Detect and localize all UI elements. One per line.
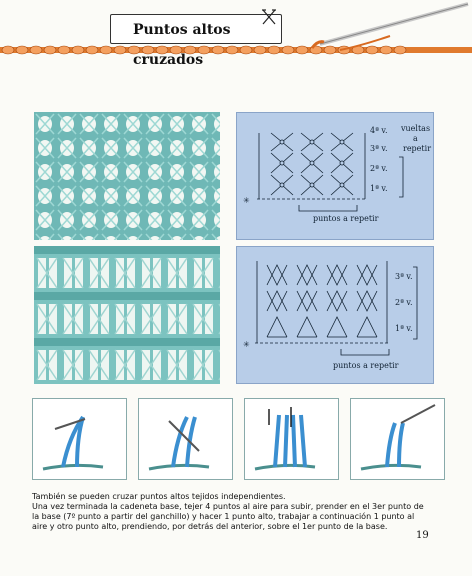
page-title: [110, 14, 282, 68]
crossed-stitch-icon: [259, 6, 279, 26]
swatch-photo-bottom-image: [34, 246, 220, 384]
stitch-diagram-bottom-chart: [237, 247, 433, 383]
swatch-photo-top: [34, 112, 220, 240]
diagram2-row-3: 3ª v.: [395, 272, 413, 281]
page-header: [0, 0, 472, 68]
diagram2-bottom-label: puntos a repetir: [333, 361, 399, 370]
instructions-para-1: También se pueden cruzar puntos altos tejidos independientes.: [32, 492, 286, 501]
diagram1-side-label-2: a: [413, 134, 418, 143]
swatch-photo-top-image: [34, 112, 220, 240]
step-2-drawing: [139, 399, 232, 479]
step-illustrations: [32, 398, 444, 478]
stitch-diagram-top: [236, 112, 434, 240]
diagram1-start-marker: ✳: [243, 196, 250, 205]
diagram2-row-2: 2ª v.: [395, 298, 413, 307]
diagram1-row-3: 3ª v.: [370, 144, 388, 153]
diagram1-row-1: 1ª v.: [370, 184, 388, 193]
diagram1-bottom-label: puntos a repetir: [313, 214, 379, 223]
step-3-drawing: [245, 399, 338, 479]
page-title-text: Puntos altos cruzados: [133, 22, 231, 68]
diagram2-row-1: 1ª v.: [395, 324, 413, 333]
diagram1-side-label-1: vueltas: [401, 124, 431, 133]
instructions-para-2: Una vez terminada la cadeneta base, tejer 4 puntos al aire para subir, prender en el 3er punto de la base (7º punto a partir del ganchillo) y hacer 1 punto alto, trabajar a continuación 1 punto al aire y otro punto alto, prendiendo, por detrás del anterior, sobre el 1er punto de la base.: [32, 502, 424, 531]
stitch-diagram-top-chart: [237, 113, 433, 239]
page-number: 19: [416, 530, 429, 541]
diagram1-side-label-3: repetir: [403, 144, 432, 153]
crochet-hook-illustration: [300, 0, 472, 60]
step-4-drawing: [351, 399, 444, 479]
step-illustration-3: [244, 398, 339, 480]
step-illustration-1: [32, 398, 127, 480]
step-1-drawing: [33, 399, 126, 479]
swatch-photo-bottom: [34, 246, 220, 384]
diagram2-start-marker: ✳: [243, 340, 250, 349]
step-illustration-2: [138, 398, 233, 480]
stitch-diagram-bottom: [236, 246, 434, 384]
instructions-text: [32, 492, 430, 532]
diagram1-row-2: 2ª v.: [370, 164, 388, 173]
step-illustration-4: [350, 398, 445, 480]
diagram1-row-4: 4ª v.: [370, 126, 388, 135]
